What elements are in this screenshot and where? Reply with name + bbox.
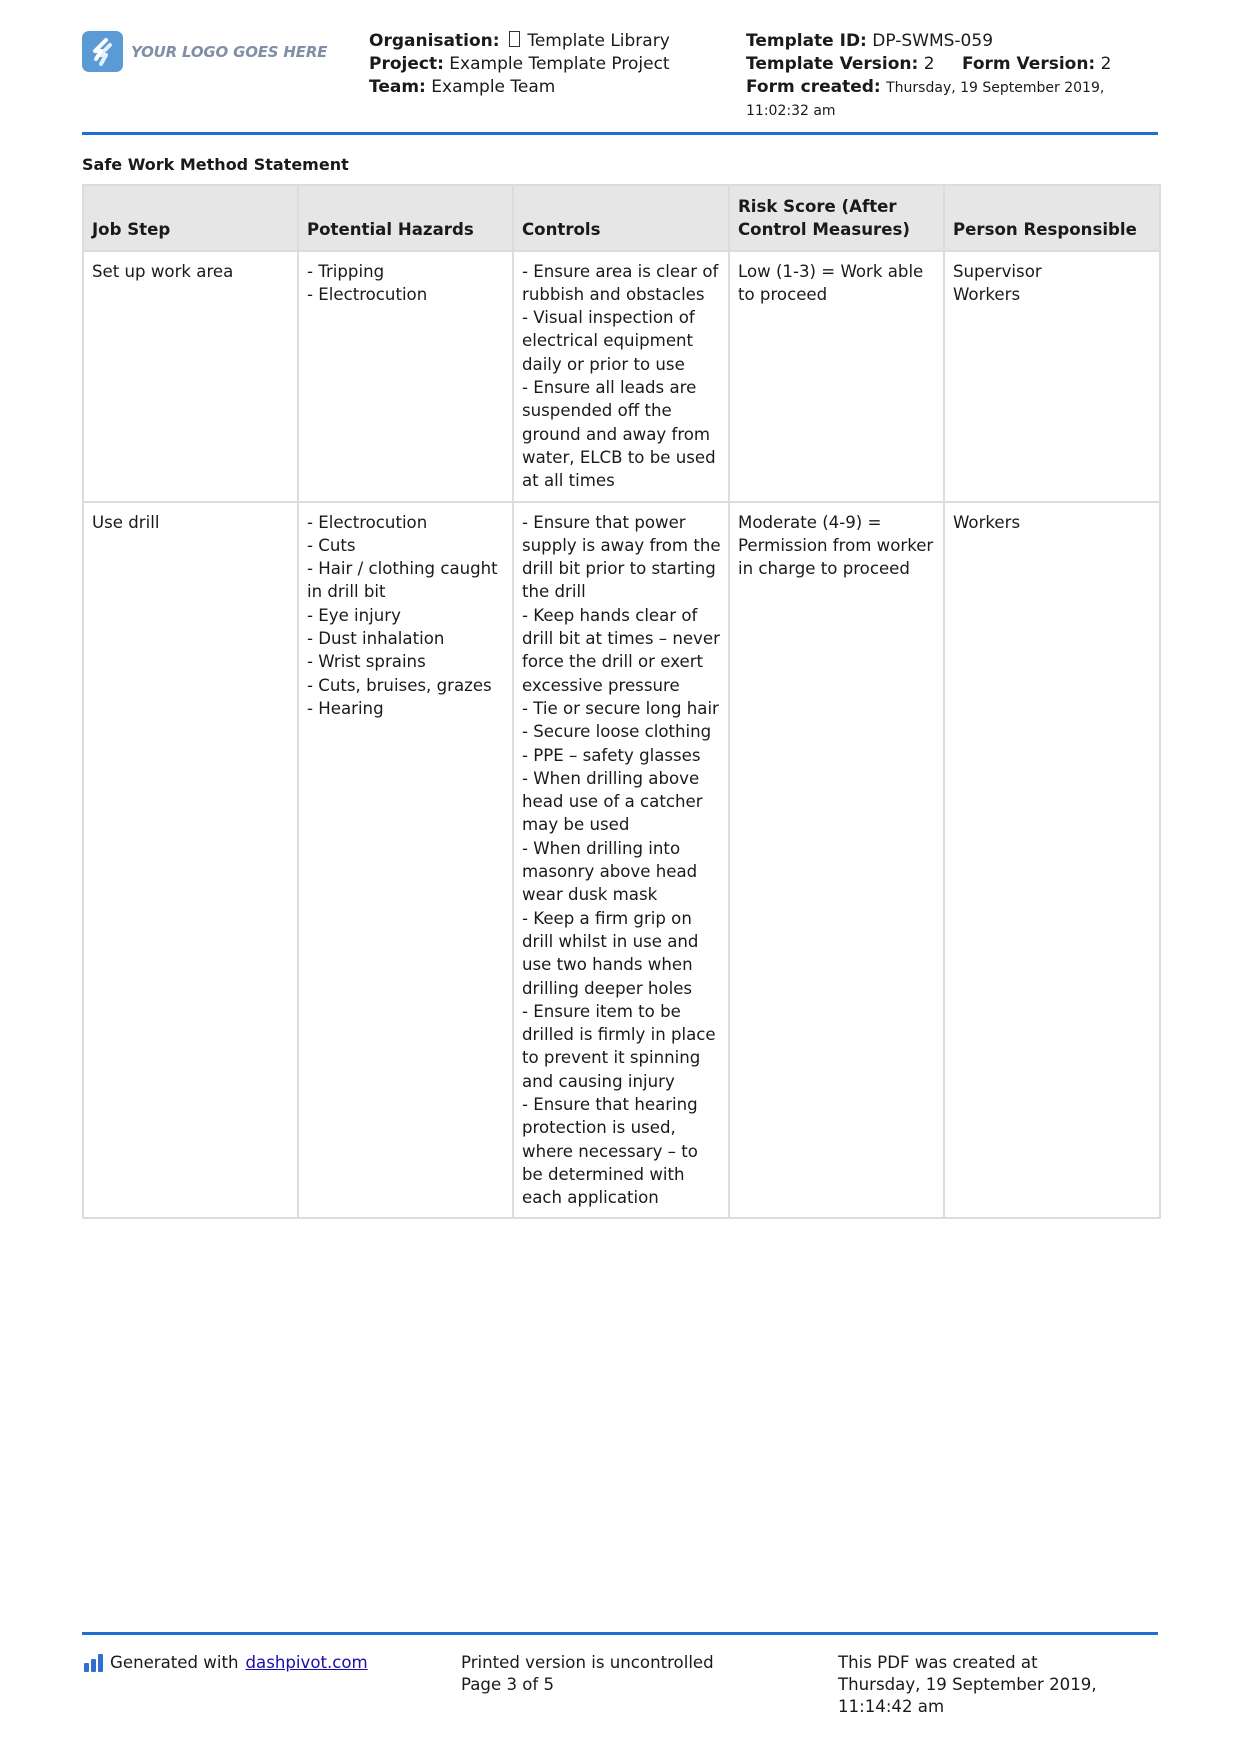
footer-created-info xyxy=(838,1652,1097,1718)
column-header-risk-score: Risk Score (After Control Measures) xyxy=(729,185,944,251)
dashpivot-link[interactable]: dashpivot.com xyxy=(245,1653,368,1672)
form-created-line xyxy=(746,76,1111,100)
hazards-cell: - Tripping - Electrocution xyxy=(298,251,513,502)
footer-generated xyxy=(84,1652,368,1674)
organisation-icon xyxy=(509,31,520,47)
column-header-controls: Controls xyxy=(513,185,729,251)
pdf-created-line3: 11:14:42 am xyxy=(838,1697,945,1716)
swms-table xyxy=(82,184,1161,1219)
form-created-time: 11:02:32 am xyxy=(746,103,836,119)
logo-icon xyxy=(82,31,123,72)
template-id-label: Template ID: xyxy=(746,31,867,51)
controls-cell: - Ensure that power supply is away from the drill bit prior to starting the drill - Keep hands clear of drill bit at times – never force the drill or exert excessive pressure - Tie or secure long hair - Secure loose clothing - PPE – safety glasses - When drilling above head use of a catcher may be used - When drilling into masonry above head wear dusk mask - Keep a firm grip on drill whilst in use and use two hands when drilling deeper holes - Ensure item to be drilled is firmly in place to prevent it spinning and causing injury - Ensure that hearing protection is used, where necessary – to be determined with each application xyxy=(513,502,729,1219)
pdf-created-line1: This PDF was created at xyxy=(838,1653,1038,1672)
risk-score-cell: Moderate (4-9) = Permission from worker in charge to proceed xyxy=(729,502,944,1219)
footer-page-info xyxy=(461,1652,714,1696)
hazards-cell: - Electrocution - Cuts - Hair / clothing caught in drill bit - Eye injury - Dust inhalation - Wrist sprains - Cuts, bruises, grazes - Hearing xyxy=(298,502,513,1219)
project-line xyxy=(369,53,670,76)
template-id-value: DP-SWMS-059 xyxy=(872,31,994,51)
logo-text: YOUR LOGO GOES HERE xyxy=(131,42,328,61)
risk-score-cell: Low (1-3) = Work able to proceed xyxy=(729,251,944,502)
pdf-created-line2: Thursday, 19 September 2019, xyxy=(838,1675,1097,1694)
form-version-label: Form Version: xyxy=(961,54,1096,74)
header-divider xyxy=(82,132,1158,135)
form-created-value: Thursday, 19 September 2019, xyxy=(886,80,1105,96)
footer-divider xyxy=(82,1632,1158,1635)
header-template-info xyxy=(746,30,1111,123)
team-label: Team: xyxy=(369,77,426,97)
table-header-row xyxy=(83,185,1160,251)
version-line xyxy=(746,53,1111,76)
page-number: Page 3 of 5 xyxy=(461,1675,555,1694)
uncontrolled-notice: Printed version is uncontrolled xyxy=(461,1653,714,1672)
generated-prefix: Generated with xyxy=(110,1653,239,1672)
job-step-cell: Set up work area xyxy=(83,251,298,502)
section-title: Safe Work Method Statement xyxy=(82,155,349,174)
header-project-info xyxy=(369,30,670,99)
template-id-line xyxy=(746,30,1111,53)
person-responsible-cell: Supervisor Workers xyxy=(944,251,1160,502)
column-header-person-responsible: Person Responsible xyxy=(944,185,1160,251)
column-header-hazards: Potential Hazards xyxy=(298,185,513,251)
organisation-label: Organisation: xyxy=(369,31,500,51)
template-version-value: 2 xyxy=(923,54,935,74)
dashpivot-icon xyxy=(84,1654,103,1672)
controls-cell: - Ensure area is clear of rubbish and obstacles - Visual inspection of electrical equipment daily or prior to use - Ensure all leads are suspended off the ground and away from water, ELCB to be used at all times xyxy=(513,251,729,502)
column-header-job-step: Job Step xyxy=(83,185,298,251)
organisation-line xyxy=(369,30,670,53)
project-value: Example Template Project xyxy=(449,54,670,74)
person-responsible-cell: Workers xyxy=(944,502,1160,1219)
form-created-label: Form created: xyxy=(746,77,881,97)
job-step-cell: Use drill xyxy=(83,502,298,1219)
template-version-label: Template Version: xyxy=(746,54,919,74)
company-logo xyxy=(82,31,327,72)
table-row xyxy=(83,251,1160,502)
team-value: Example Team xyxy=(431,77,556,97)
team-line xyxy=(369,76,670,99)
project-label: Project: xyxy=(369,54,444,74)
organisation-value: Template Library xyxy=(527,31,670,51)
table-row xyxy=(83,502,1160,1219)
form-version-value: 2 xyxy=(1100,54,1112,74)
